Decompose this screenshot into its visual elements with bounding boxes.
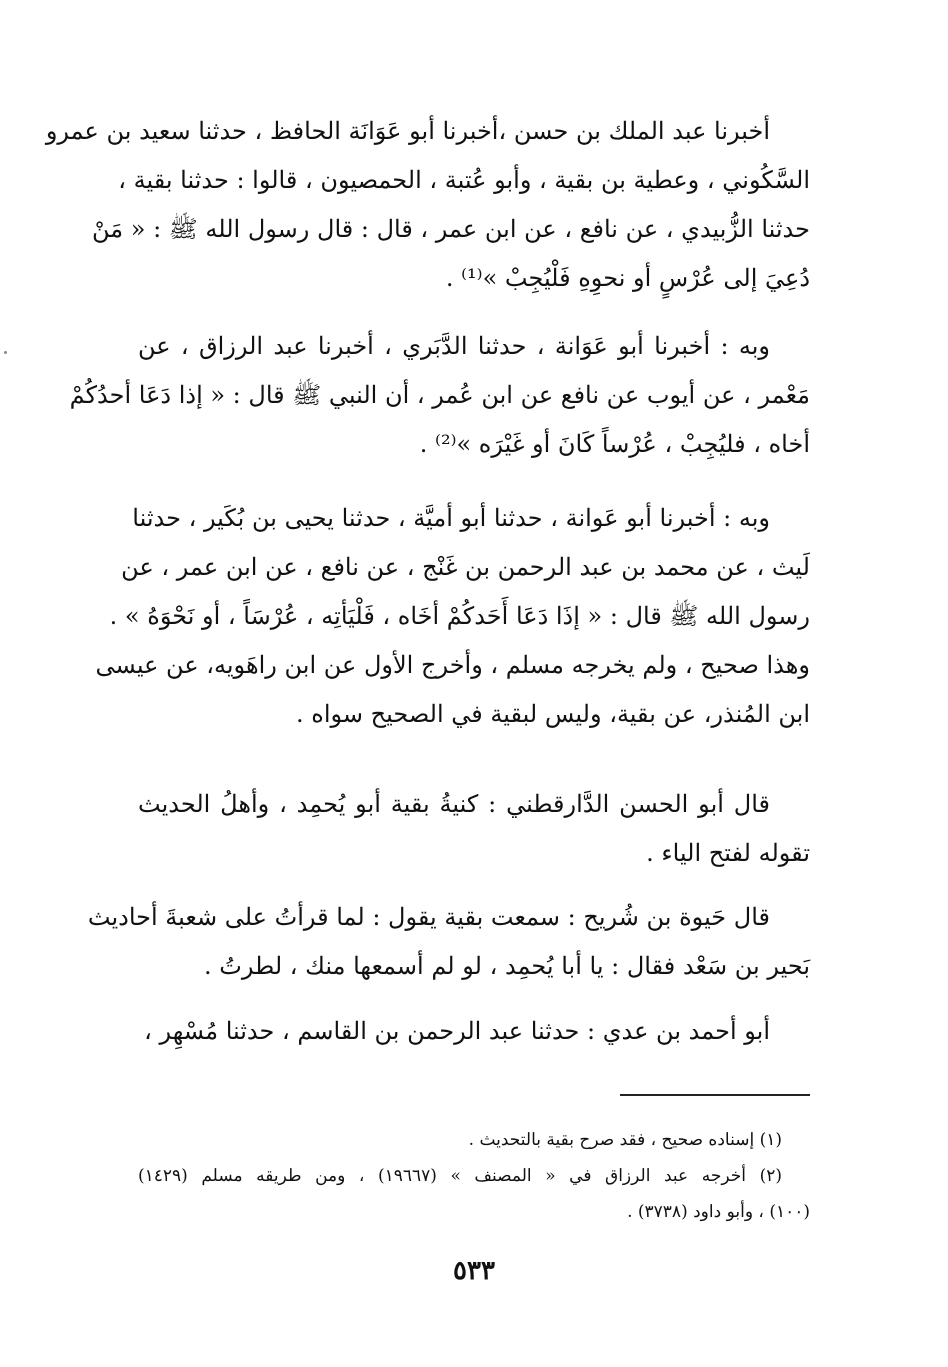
footnote-2-continued: (١٠٠) ، وأبو داود (٣٧٣٨) . xyxy=(627,1202,810,1222)
paragraph-2 xyxy=(69,322,810,469)
text-line: السَّكُوني ، وعطية بن بقية ، وأبو عُتبة ، الحمصيون ، قالوا : حدثنا بقية ، xyxy=(118,166,810,194)
text-line: لَيث ، عن محمد بن عبد الرحمن بن غَنْج ، عن نافع ، عن ابن عمر ، عن xyxy=(121,553,810,581)
footnotes xyxy=(138,1122,810,1230)
text-line: أبو أحمد بن عدي : حدثنا عبد الرحمن بن القاسم ، حدثنا مُسْهِر ، xyxy=(144,1017,770,1045)
text-line: وبه : أخبرنا أبو عَوانة ، حدثنا أبو أميَّة ، حدثنا يحيى بن بُكَير ، حدثنا xyxy=(132,504,770,532)
margin-dot xyxy=(4,351,7,354)
footnote-2: (٢) أخرجه عبد الرزاق في « المصنف » (١٩٦٦٧) ، ومن طريقه مسلم (١٤٢٩) xyxy=(138,1166,782,1186)
text-line: قال أبو الحسن الدَّارقطني : كنيةُ بقية أبو يُحمِد ، وأهلُ الحديث xyxy=(138,790,770,818)
text-line: مَعْمر ، عن أيوب عن نافع عن ابن عُمر ، أن النبي ﷺ قال : « إذا دَعَا أحدُكُمْ xyxy=(69,381,810,409)
paragraph-4 xyxy=(138,780,810,878)
text-line: قال حَيوة بن شُريح : سمعت بقية يقول : لما قرأتُ على شعبةَ أحاديث xyxy=(87,903,770,931)
text-line: وهذا صحيح ، ولم يخرجه مسلم ، وأخرج الأول عن ابن راهَويه، عن عيسى xyxy=(95,651,810,679)
footnote-separator xyxy=(620,1094,810,1096)
text-line: أخاه ، فليُجِبْ ، عُرْساً كَانَ أو غَيْرَه »⁽²⁾ . xyxy=(419,430,810,458)
paragraph-3 xyxy=(95,494,810,739)
paragraph-6 xyxy=(138,1007,810,1056)
text-line: دُعِيَ إلى عُرْسٍ أو نحوِهِ فَلْيُجِبْ »⁽¹⁾ . xyxy=(445,264,810,292)
footnote-1: (١) إسناده صحيح ، فقد صرح بقية بالتحديث . xyxy=(468,1130,782,1150)
text-line: وبه : أخبرنا أبو عَوَانة ، حدثنا الدَّبَري ، أخبرنا عبد الرزاق ، عن xyxy=(138,332,770,360)
paragraph-1 xyxy=(45,107,810,303)
text-line: أخبرنا عبد الملك بن حسن ،أخبرنا أبو عَوَانَة الحافظ ، حدثنا سعيد بن عمرو xyxy=(45,117,770,145)
text-line: رسول الله ﷺ قال : « إذَا دَعَا أَحَدكُمْ أخَاه ، فَلْيَأتِه ، عُرْسَاً ، أو نَحْوَهُ » . xyxy=(109,602,810,630)
text-line: تقوله لفتح الياء . xyxy=(646,839,810,867)
text-line: بَحير بن سَعْد فقال : يا أبا يُحمِد ، لو لم أسمعها منك ، لطرتُ . xyxy=(204,952,810,980)
text-line: حدثنا الزُّبيدي ، عن نافع ، عن ابن عمر ، قال : قال رسول الله ﷺ : « مَنْ xyxy=(92,215,810,243)
text-line: ابن المُنذر، عن بقية، وليس لبقية في الصحيح سواه . xyxy=(296,700,810,728)
paragraph-5 xyxy=(87,893,810,991)
page-number: ٥٣٣ xyxy=(453,1256,495,1286)
